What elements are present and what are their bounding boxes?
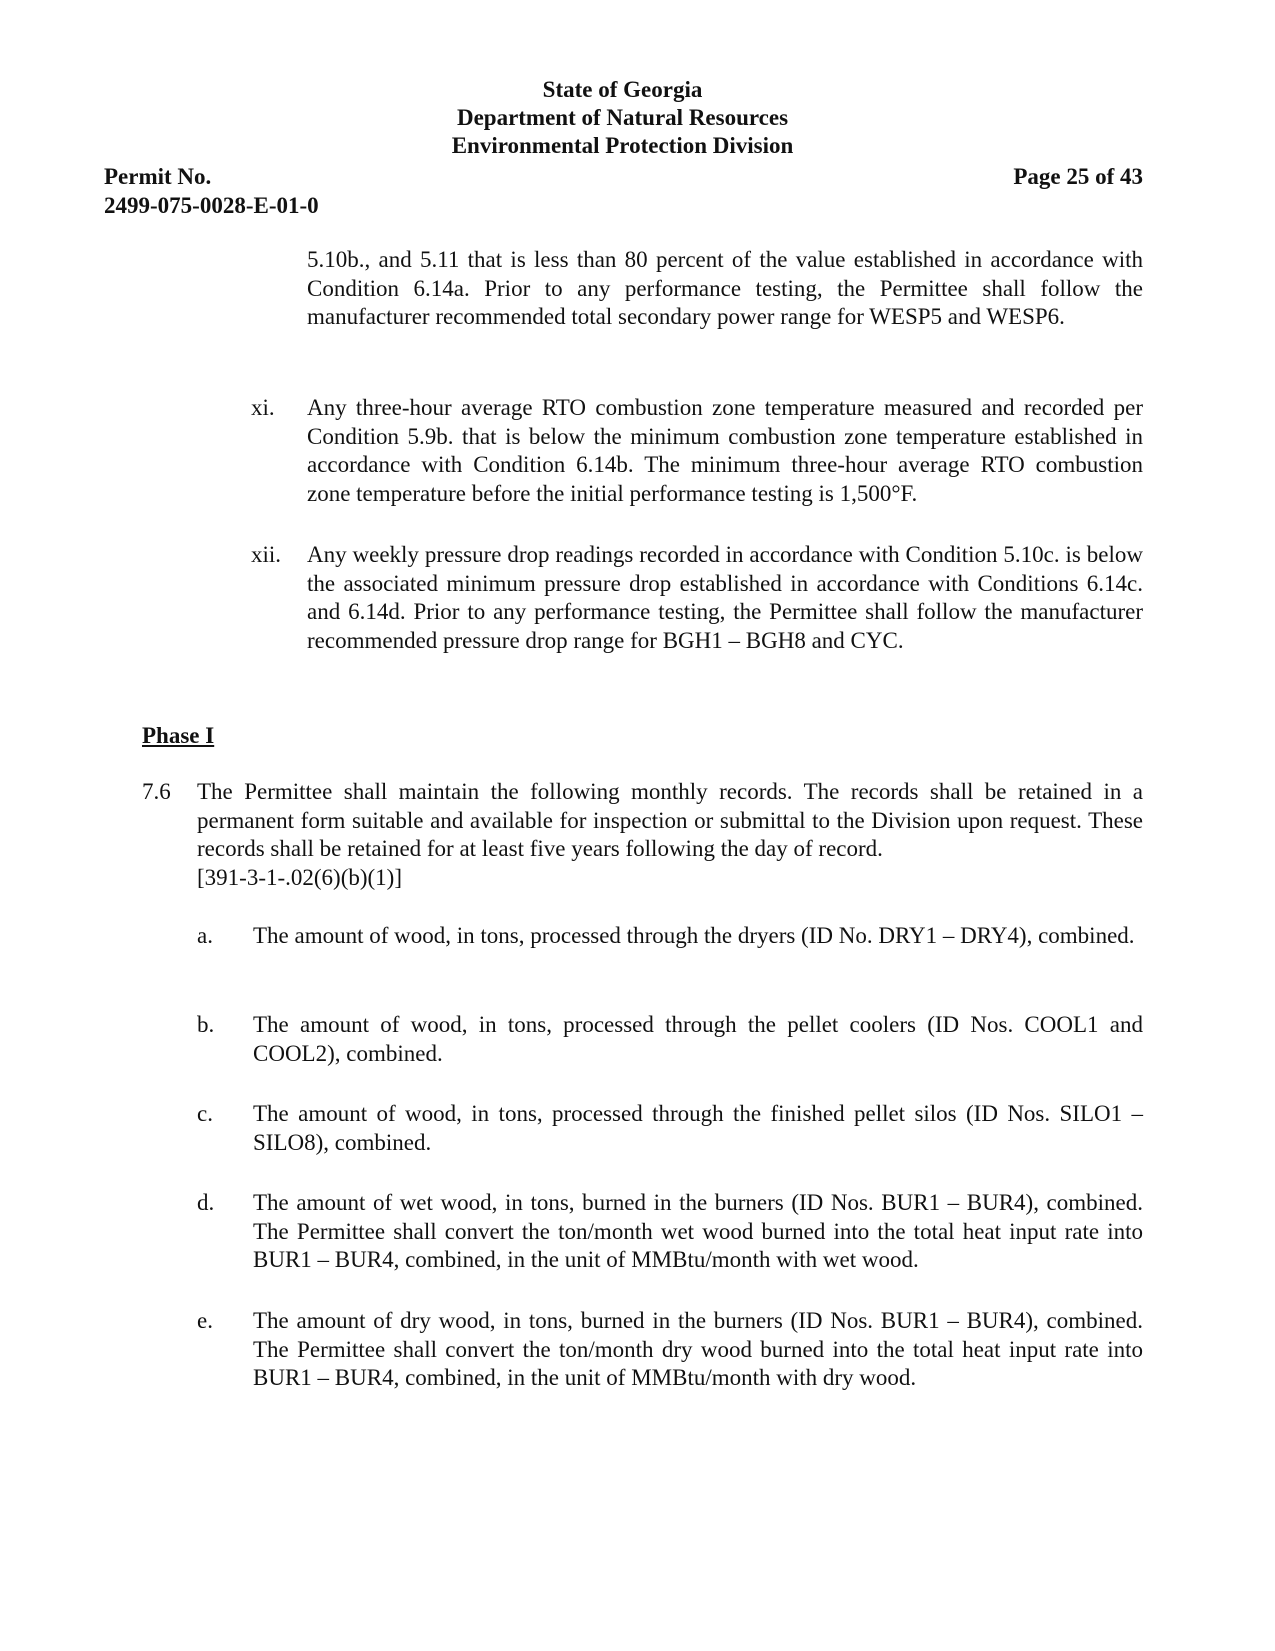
section-heading: Phase I [142,723,215,748]
subitem-text: The amount of wood, in tons, processed through the finished pellet silos (ID Nos. SILO1 – SILO8), combined. [253,1101,1143,1155]
item-label: xi. [251,395,275,420]
item-text: Any three-hour average RTO combustion zone temperature measured and recorded per Condition 5.9b. that is below the minimum combustion zone temperature established in accordance with Condition 6.14b. The minimum three-hour average RTO combustion zone temperature before the initial performance testing is 1,500°F. [307,395,1143,506]
subitem-label: c. [197,1101,213,1126]
condition-number: 7.6 [142,779,171,804]
continuation-paragraph: 5.10b., and 5.11 that is less than 80 percent of the value established in accordance with Condition 6.14a. Prior to any performance testing, the Permittee shall follow the manufacturer recommended total secondary power range for WESP5 and WESP6. [307,247,1143,329]
permit-info [104,162,319,220]
permit-label: Permit No. [104,164,212,189]
subitem-label: b. [197,1012,215,1037]
header-agency-department: Department of Natural Resources [456,105,789,130]
subitem-text: The amount of dry wood, in tons, burned in the burners (ID Nos. BUR1 – BUR4), combined. The Permittee shall convert the ton/month dry wood burned into the total heat input rate into BUR1 – BUR4, combined, in the unit of MMBtu/month with dry wood. [253,1308,1143,1390]
condition-citation: [391-3-1-.02(6)(b)(1)] [197,864,403,890]
subitem-text: The amount of wood, in tons, processed through the pellet coolers (ID Nos. COOL1 and COOL2), combined. [253,1012,1143,1066]
permit-number: 2499-075-0028-E-01-0 [104,193,319,218]
subitem-label: d. [197,1190,215,1215]
item-label: xii. [251,542,282,567]
header-agency-division: Environmental Protection Division [451,133,794,158]
header-agency-state: State of Georgia [542,77,703,102]
subitem-text: The amount of wet wood, in tons, burned in the burners (ID Nos. BUR1 – BUR4), combined. The Permittee shall convert the ton/month wet wood burned into the total heat input rate into BUR1 – BUR4, combined, in the unit of MMBtu/month with wet wood. [253,1190,1143,1272]
subitem-label: e. [197,1308,213,1333]
condition-text [197,778,1143,892]
page-number: Page 25 of 43 [1013,164,1143,189]
item-text: Any weekly pressure drop readings recorded in accordance with Condition 5.10c. is below the associated minimum pressure drop established in accordance with Conditions 6.14c. and 6.14d. Prior to any performance testing, the Permittee shall follow the manufacturer recommended pressure drop range for BGH1 – BGH8 and CYC. [307,542,1143,653]
condition-body: The Permittee shall maintain the following monthly records. The records shall be retained in a permanent form suitable and available for inspection or submittal to the Division upon request. These records shall be retained for at least five years following the day of record. [197,779,1143,861]
subitem-label: a. [197,923,213,948]
subitem-text: The amount of wood, in tons, processed through the dryers (ID No. DRY1 – DRY4), combined. [253,923,1135,948]
